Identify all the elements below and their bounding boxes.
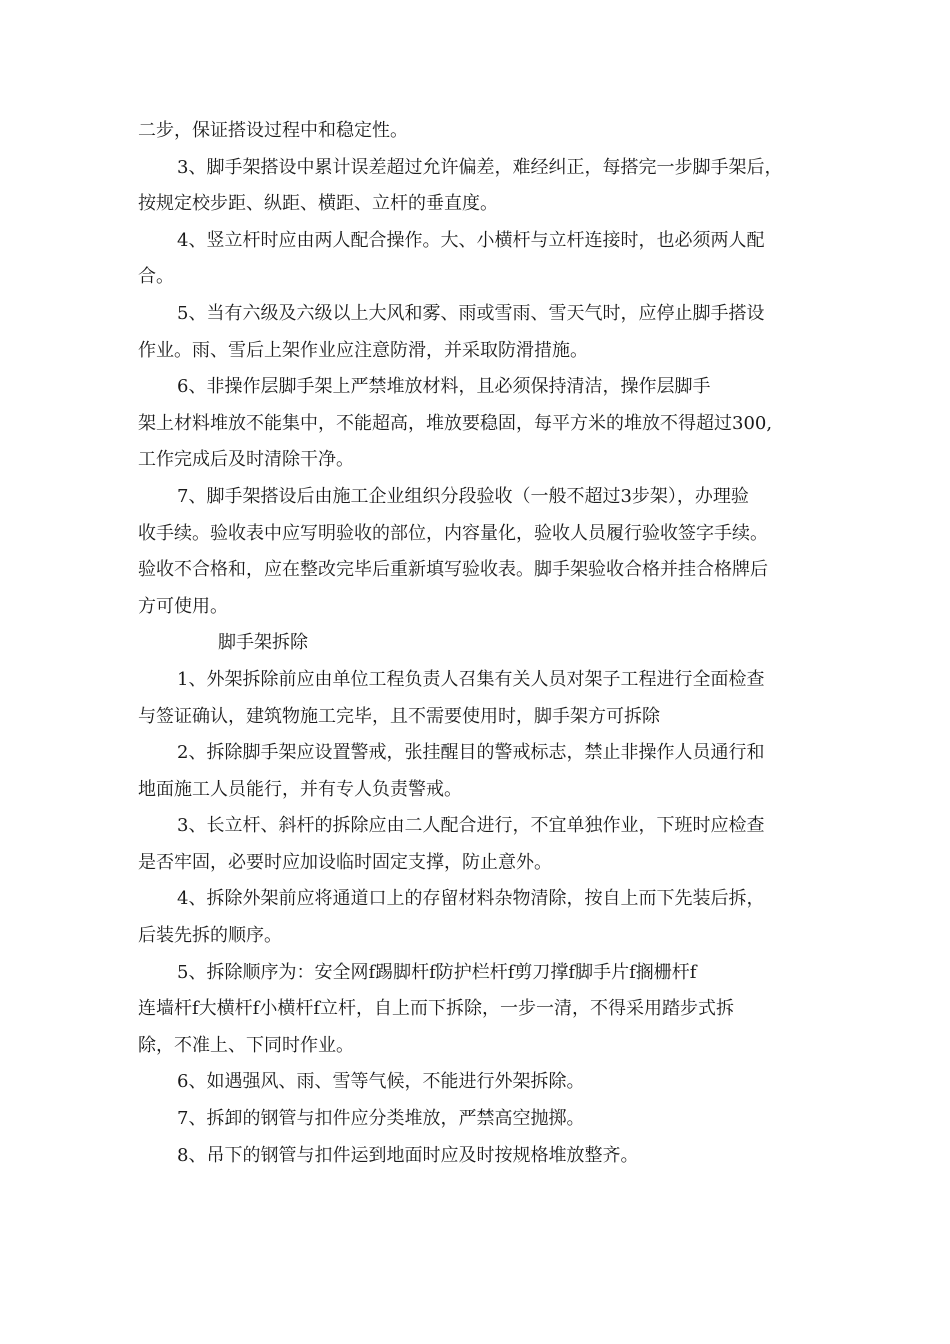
text-line: 7、拆卸的钢管与扣件应分类堆放，严禁高空抛掷。: [177, 1108, 585, 1130]
text-line: 4、拆除外架前应将通道口上的存留材料杂物清除，按自上而下先装后拆，: [177, 888, 765, 910]
text-line: 验收不合格和，应在整改完毕后重新填写验收表。脚手架验收合格并挂合格牌后: [138, 559, 768, 581]
text-line: 1、外架拆除前应由单位工程负责人召集有关人员对架子工程进行全面检查: [177, 668, 765, 690]
text-line: 工作完成后及时清除干净。: [138, 449, 354, 471]
text-line: 地面施工人员能行，并有专人负责警戒。: [138, 778, 462, 800]
text-line: 与签证确认，建筑物施工完毕，且不需要使用时，脚手架方可拆除: [138, 705, 660, 727]
text-line: 后装先拆的顺序。: [138, 925, 282, 947]
text-line: 3、长立杆、斜杆的拆除应由二人配合进行，不宜单独作业，下班时应检查: [177, 815, 765, 837]
text-line: 二步，保证搭设过程中和稳定性。: [138, 120, 408, 141]
text-line: 是否牢固，必要时应加设临时固定支撑，防止意外。: [138, 851, 552, 873]
document-body: [138, 113, 828, 1174]
text-line: 7、脚手架搭设后由施工企业组织分段验收（一般不超过3步架），办理验: [177, 485, 749, 507]
section-heading: 脚手架拆除: [218, 632, 308, 654]
text-line: 除，不准上、下同时作业。: [138, 1034, 354, 1056]
text-line: 8、吊下的钢管与扣件运到地面时应及时按规格堆放整齐。: [177, 1144, 639, 1166]
text-line: 合。: [138, 266, 174, 288]
text-line: 3、脚手架搭设中累计误差超过允许偏差，难经纠正，每搭完一步脚手架后，: [177, 156, 783, 178]
text-line: 作业。雨、雪后上架作业应注意防滑，并采取防滑措施。: [138, 339, 588, 361]
text-line: 方可使用。: [138, 595, 228, 617]
text-line: 5、当有六级及六级以上大风和雾、雨或雪雨、雪天气时，应停止脚手搭设: [177, 302, 765, 324]
text-line: 收手续。验收表中应写明验收的部位，内容量化，验收人员履行验收签字手续。: [138, 522, 768, 544]
text-line: 6、如遇强风、雨、雪等气候，不能进行外架拆除。: [177, 1071, 585, 1093]
text-line: 6、非操作层脚手架上严禁堆放材料，且必须保持清洁，操作层脚手: [177, 376, 711, 398]
text-line: 2、拆除脚手架应设置警戒，张挂醒目的警戒标志，禁止非操作人员通行和: [177, 742, 765, 764]
text-line: 架上材料堆放不能集中，不能超高，堆放要稳固，每平方米的堆放不得超过300,: [138, 412, 773, 434]
text-line: 4、竖立杆时应由两人配合操作。大、小横杆与立杆连接时，也必须两人配: [177, 229, 765, 251]
text-line: 5、拆除顺序为：安全网f踢脚杆f防护栏杆f剪刀撑f脚手片f搁栅杆f: [177, 961, 697, 983]
text-line: 连墙杆f大横杆f小横杆f立杆，自上而下拆除，一步一清，不得采用踏步式拆: [138, 998, 734, 1020]
text-line: 按规定校步距、纵距、横距、立杆的垂直度。: [138, 193, 498, 215]
